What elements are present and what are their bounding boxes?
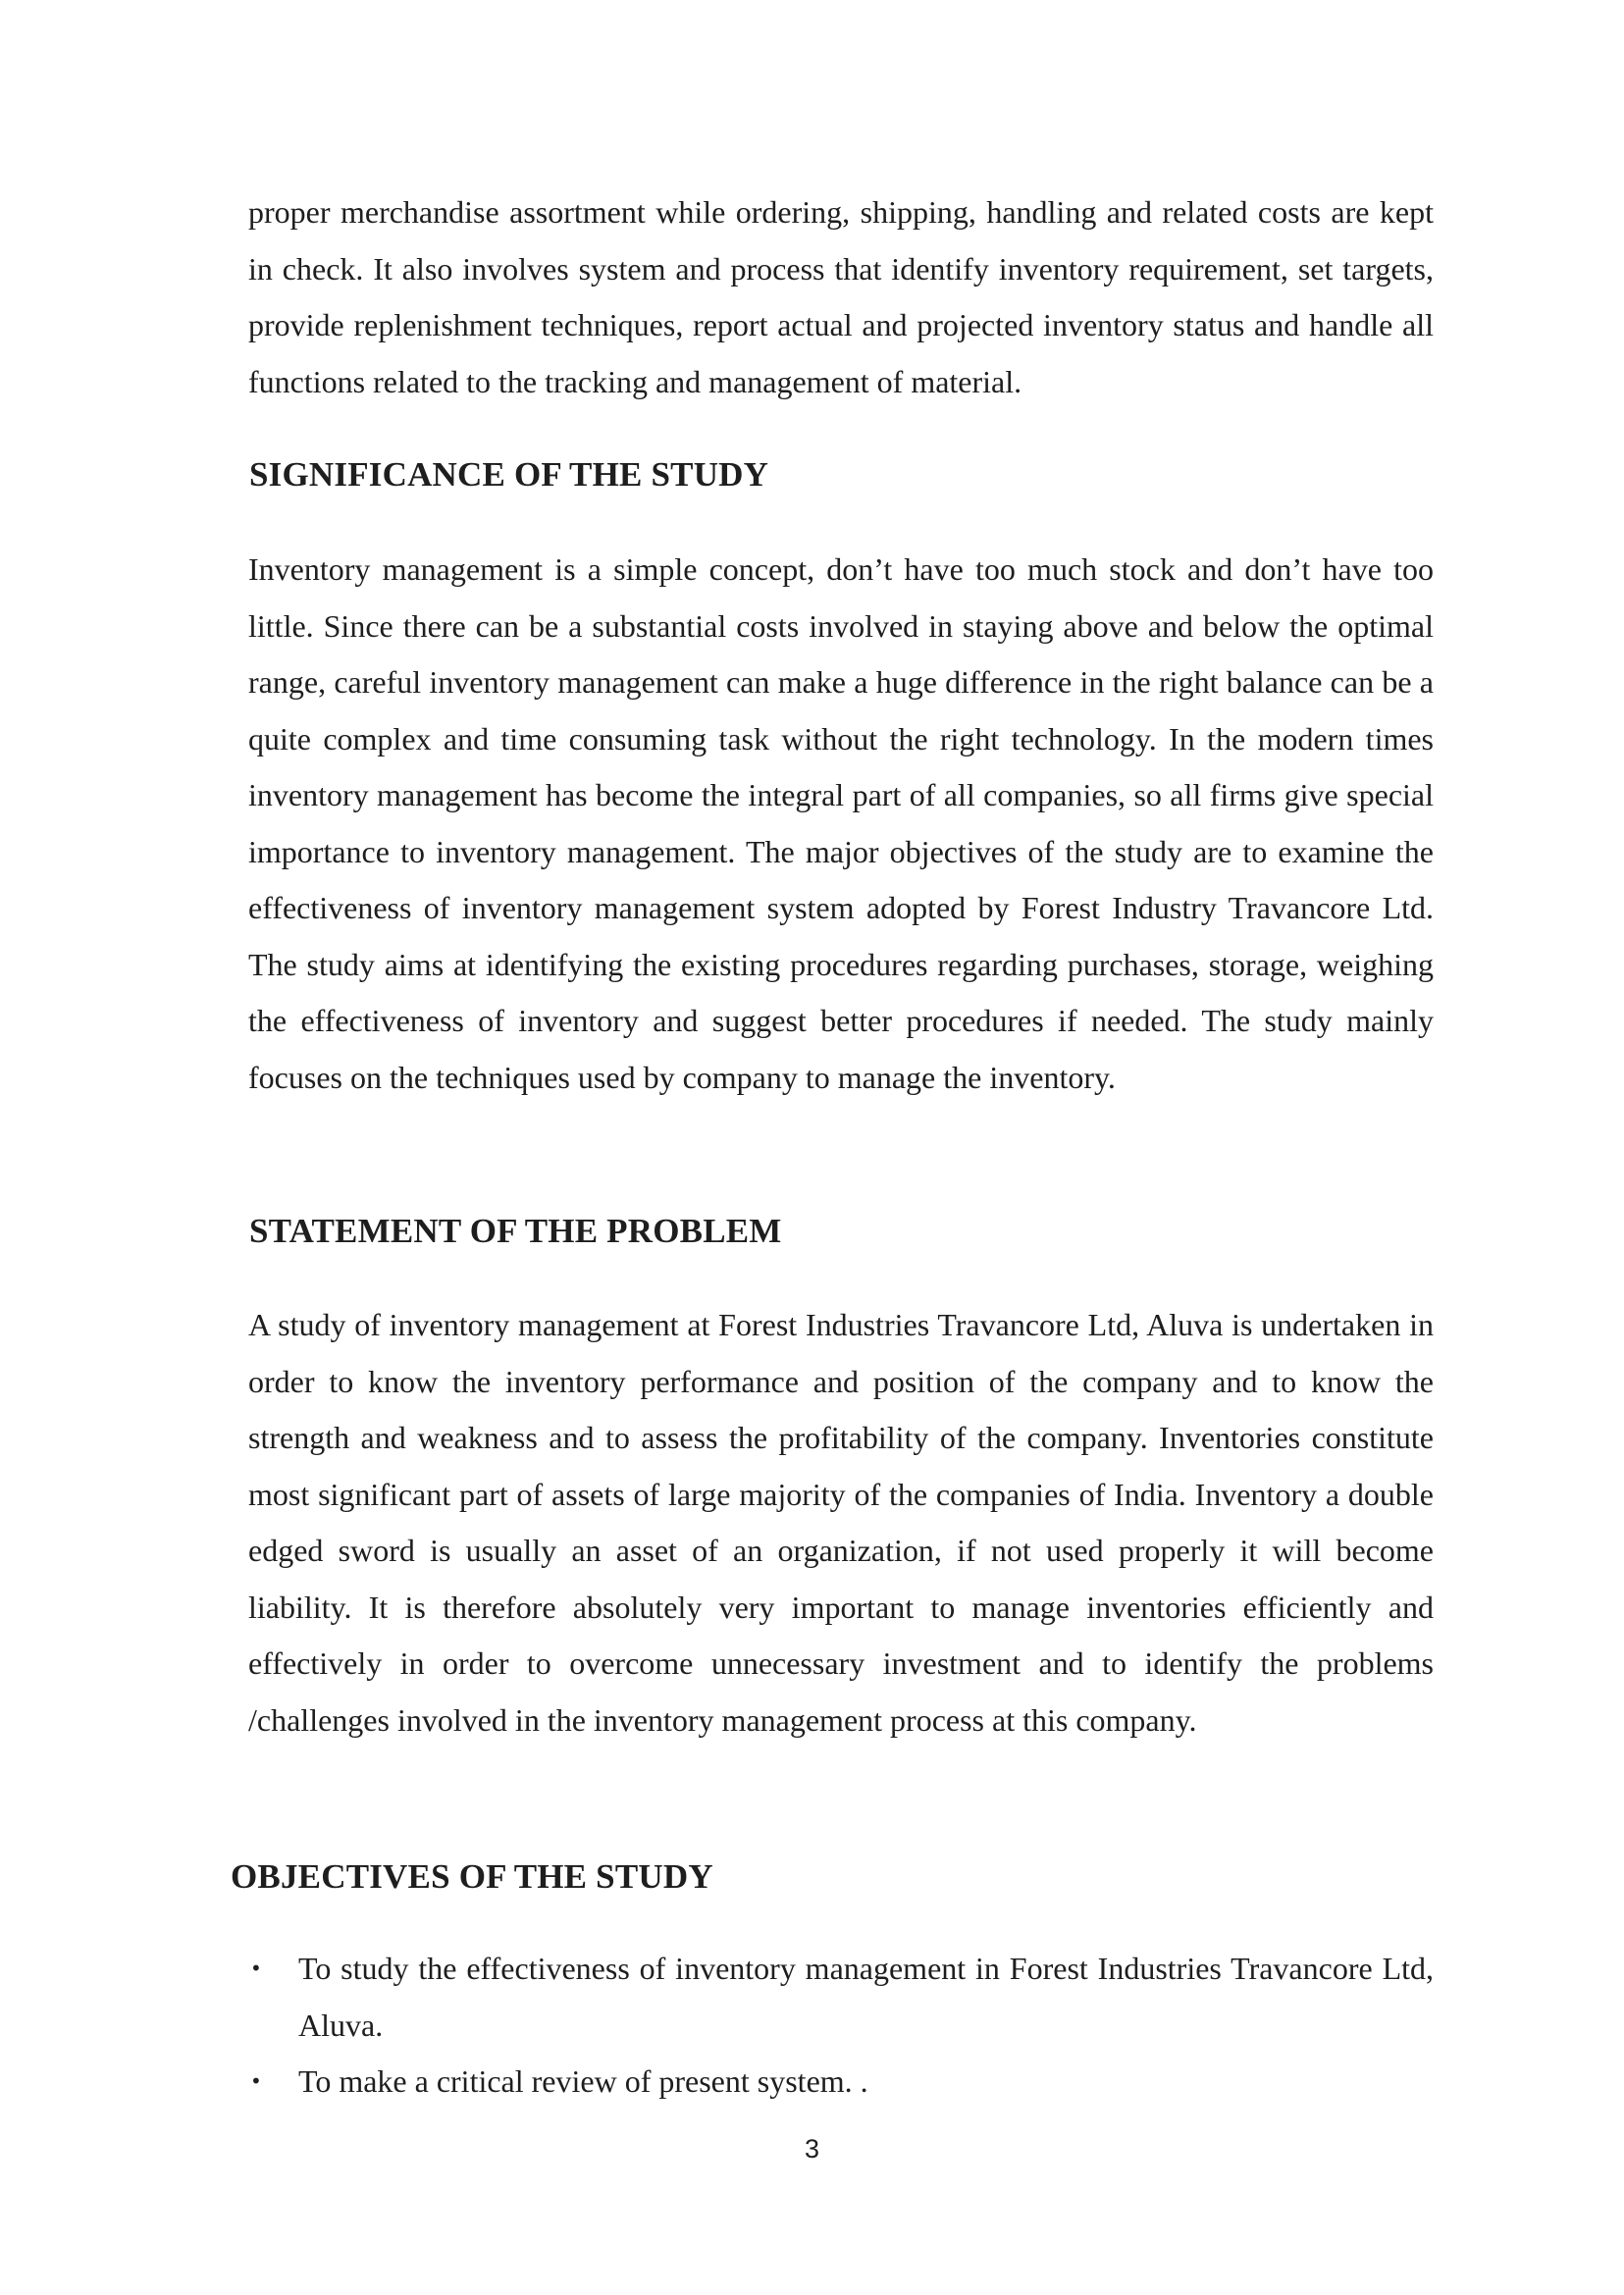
objective-text: To study the effectiveness of inventory management in Forest Industries Travancore Ltd, Aluva. (298, 1951, 1434, 2043)
bullet-icon: • (250, 1956, 262, 1980)
objective-text: To make a critical review of present system. . (298, 2063, 868, 2099)
page-number: 3 (804, 2134, 820, 2164)
list-item (248, 2054, 1434, 2111)
objectives-list (248, 1941, 1434, 2111)
significance-paragraph: Inventory management is a simple concept, don’t have too much stock and don’t have too little. Since there can be a substantial costs involved in staying above and below the optimal range, careful inventory management can make a huge difference in the right balance can be a quite complex and time consuming task without the right technology. In the modern times inventory management has become the integral part of all companies, so all firms give special importance to inventory management. The major objectives of the study are to examine the effectiveness of inventory management system adopted by Forest Industry Travancore Ltd. The study aims at identifying the existing procedures regarding purchases, storage, weighing the effectiveness of inventory and suggest better procedures if needed. The study mainly focuses on the techniques used by company to manage the inventory. (248, 551, 1434, 1095)
intro-paragraph: proper merchandise assortment while ordering, shipping, handling and related costs are kept in check. It also involves system and process that identify inventory requirement, set targets, provide replenishment techniques, report actual and projected inventory status and handle all functions related to the tracking and management of material. (248, 194, 1434, 399)
section-heading-significance: SIGNIFICANCE OF THE STUDY (249, 455, 769, 494)
section-heading-statement-of-problem: STATEMENT OF THE PROBLEM (249, 1212, 782, 1250)
bullet-icon: • (250, 2069, 262, 2093)
section-heading-objectives: OBJECTIVES OF THE STUDY (231, 1857, 713, 1896)
list-item (248, 1941, 1434, 2054)
problem-statement-paragraph: A study of inventory management at Forest Industries Travancore Ltd, Aluva is undertaken in order to know the inventory performance and position of the company and to know the strength and weakness and to assess the profitability of the company. Inventories constitute most significant part of assets of large majority of the companies of India. Inventory a double edged sword is usually an asset of an organization, if not used properly it will become liability. It is therefore absolutely very important to manage inventories efficiently and effectively in order to overcome unnecessary investment and to identify the problems /challenges involved in the inventory management process at this company. (248, 1307, 1434, 1738)
